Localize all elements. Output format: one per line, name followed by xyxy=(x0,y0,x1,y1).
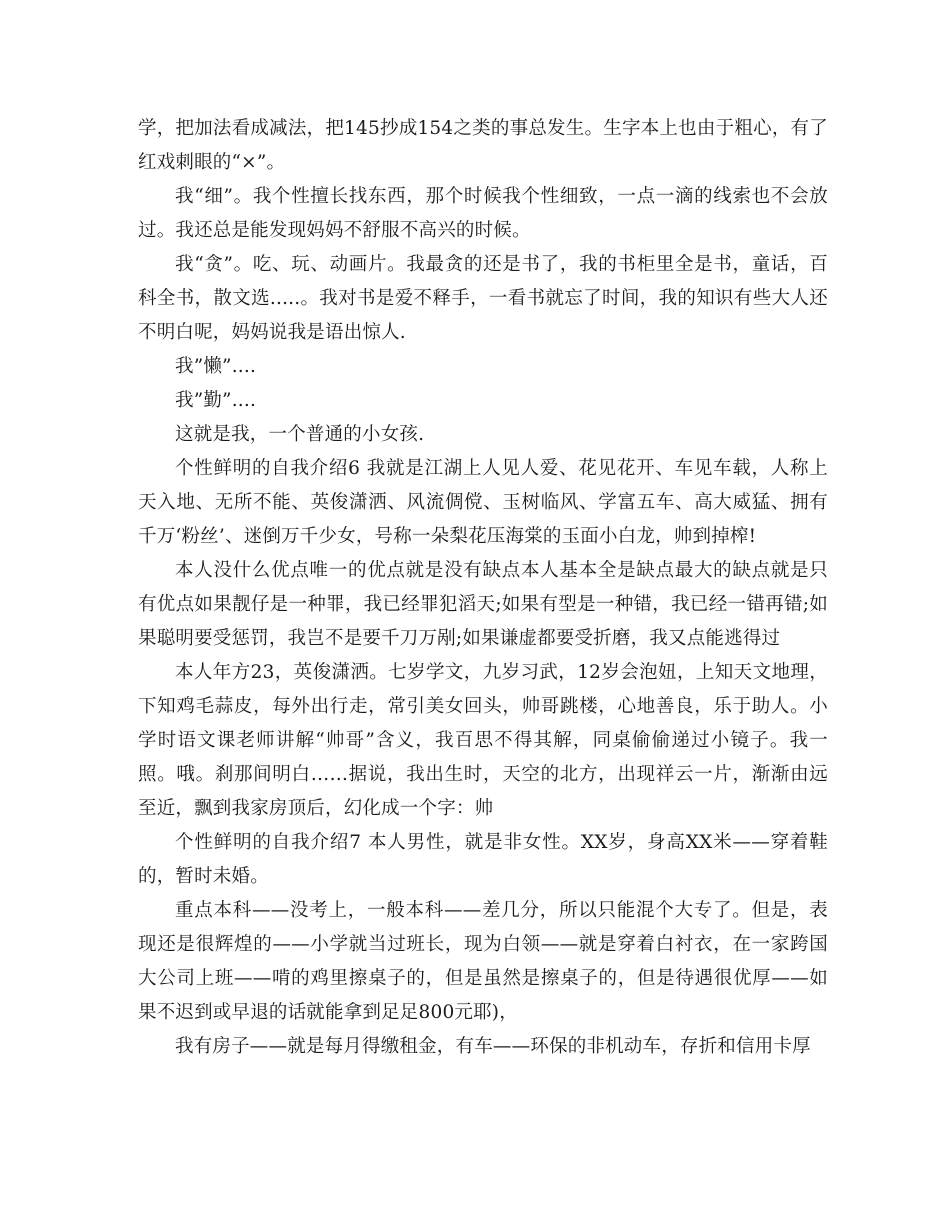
paragraph xyxy=(138,1030,828,1064)
text-line: 至近，飘到我家房顶后，幻化成一个字：帅 xyxy=(138,798,494,819)
text-line: 下知鸡毛蒜皮，每外出行走，常引美女回头，帅哥跳楼，心地善良，乐于助人。小 xyxy=(138,696,828,717)
paragraph xyxy=(138,418,828,452)
text-line: 照。哦。刹那间明白……据说，我出生时，天空的北方，出现祥云一片，渐渐由远 xyxy=(138,764,828,785)
text-line: 有优点如果靓仔是一种罪，我已经罪犯滔天;如果有型是一种错，我已经一错再错; xyxy=(138,594,810,615)
paragraph xyxy=(138,350,828,384)
text-line: 大人还不明白呢，妈妈说我是语出惊人. xyxy=(138,288,828,343)
text-line: 我”懒”.... xyxy=(175,356,257,377)
paragraph xyxy=(138,384,828,418)
paragraph xyxy=(138,248,828,350)
text-line: 我“贪”。吃、玩、动画片。我最贪的还是书了，我的书柜里全是书，童话， xyxy=(175,254,810,275)
text-line: 如果聪明要受惩罚，我岂不是要千刀万剐;如果谦虚都要受折磨，我又点能逃得过 xyxy=(138,594,828,649)
text-line: 本人没什么优点唯一的优点就是没有缺点本人基本全是缺点最大的缺点就是只 xyxy=(175,560,828,581)
text-line: 有千万‘粉丝’、迷倒万千少女，号称一朵梨花压海棠的玉面小白龙，帅到掉榨! xyxy=(138,492,828,547)
paragraph xyxy=(138,554,828,656)
text-line: 个性鲜明的自我介绍7 本人男性，就是非女性。XX岁，身高XX米——穿着鞋 xyxy=(175,832,828,853)
text-line: 个性鲜明的自我介绍6 我就是江湖上人见人爱、花见花开、车见车载，人称 xyxy=(175,458,810,479)
text-line: 放过。我还总是能发现妈妈不舒服不高兴的时候。 xyxy=(138,186,828,241)
text-line: 我“细”。我个性擅长找东西，那个时候我个性细致，一点一滴的线索也不会 xyxy=(175,186,810,207)
paragraph xyxy=(138,894,828,1030)
text-line: 百科全书，散文选.....。我对书是爱不释手，一看书就忘了时间，我的知识有些 xyxy=(138,254,828,309)
text-line: 大公司上班——啃的鸡里擦桌子的，但是虽然是擦桌子的，但是待遇很优厚——如 xyxy=(138,968,828,989)
text-line: 学，把加法看成减法，把145抄成154之类的事总发生。生字本上也由于粗心，有 xyxy=(138,118,810,139)
text-line: 上天入地、无所不能、英俊潇洒、风流倜傥、玉树临风、学富五车、高大威猛、拥 xyxy=(138,458,828,513)
paragraph xyxy=(138,180,828,248)
text-line: 学时语文课老师讲解“帅哥”含义，我百思不得其解，同桌偷偷递过小镜子。我一 xyxy=(138,730,828,751)
text-line: 果不迟到或早退的话就能拿到足足800元耶)， xyxy=(138,1002,518,1023)
text-line: 这就是我，一个普通的小女孩. xyxy=(175,424,425,445)
text-line: 的，暂时未婚。 xyxy=(138,866,269,887)
text-line: 了红戏刺眼的“×”。 xyxy=(138,118,828,173)
text-line: 重点本科——没考上，一般本科——差几分，所以只能混个大专了。但是，表 xyxy=(175,900,828,921)
paragraph xyxy=(138,826,828,894)
text-line: 我”勤”.... xyxy=(175,390,257,411)
text-line: 本人年方23，英俊潇洒。七岁学文，九岁习武，12岁会泡妞，上知天文地理， xyxy=(175,662,828,683)
text-line: 我有房子——就是每月得缴租金，有车——环保的非机动车，存折和信用卡厚 xyxy=(175,1036,811,1057)
paragraph xyxy=(138,656,828,826)
document-body xyxy=(138,112,828,1064)
text-line: 现还是很辉煌的——小学就当过班长，现为白领——就是穿着白衬衣，在一家跨国 xyxy=(138,934,828,955)
paragraph xyxy=(138,112,828,180)
paragraph xyxy=(138,452,828,554)
